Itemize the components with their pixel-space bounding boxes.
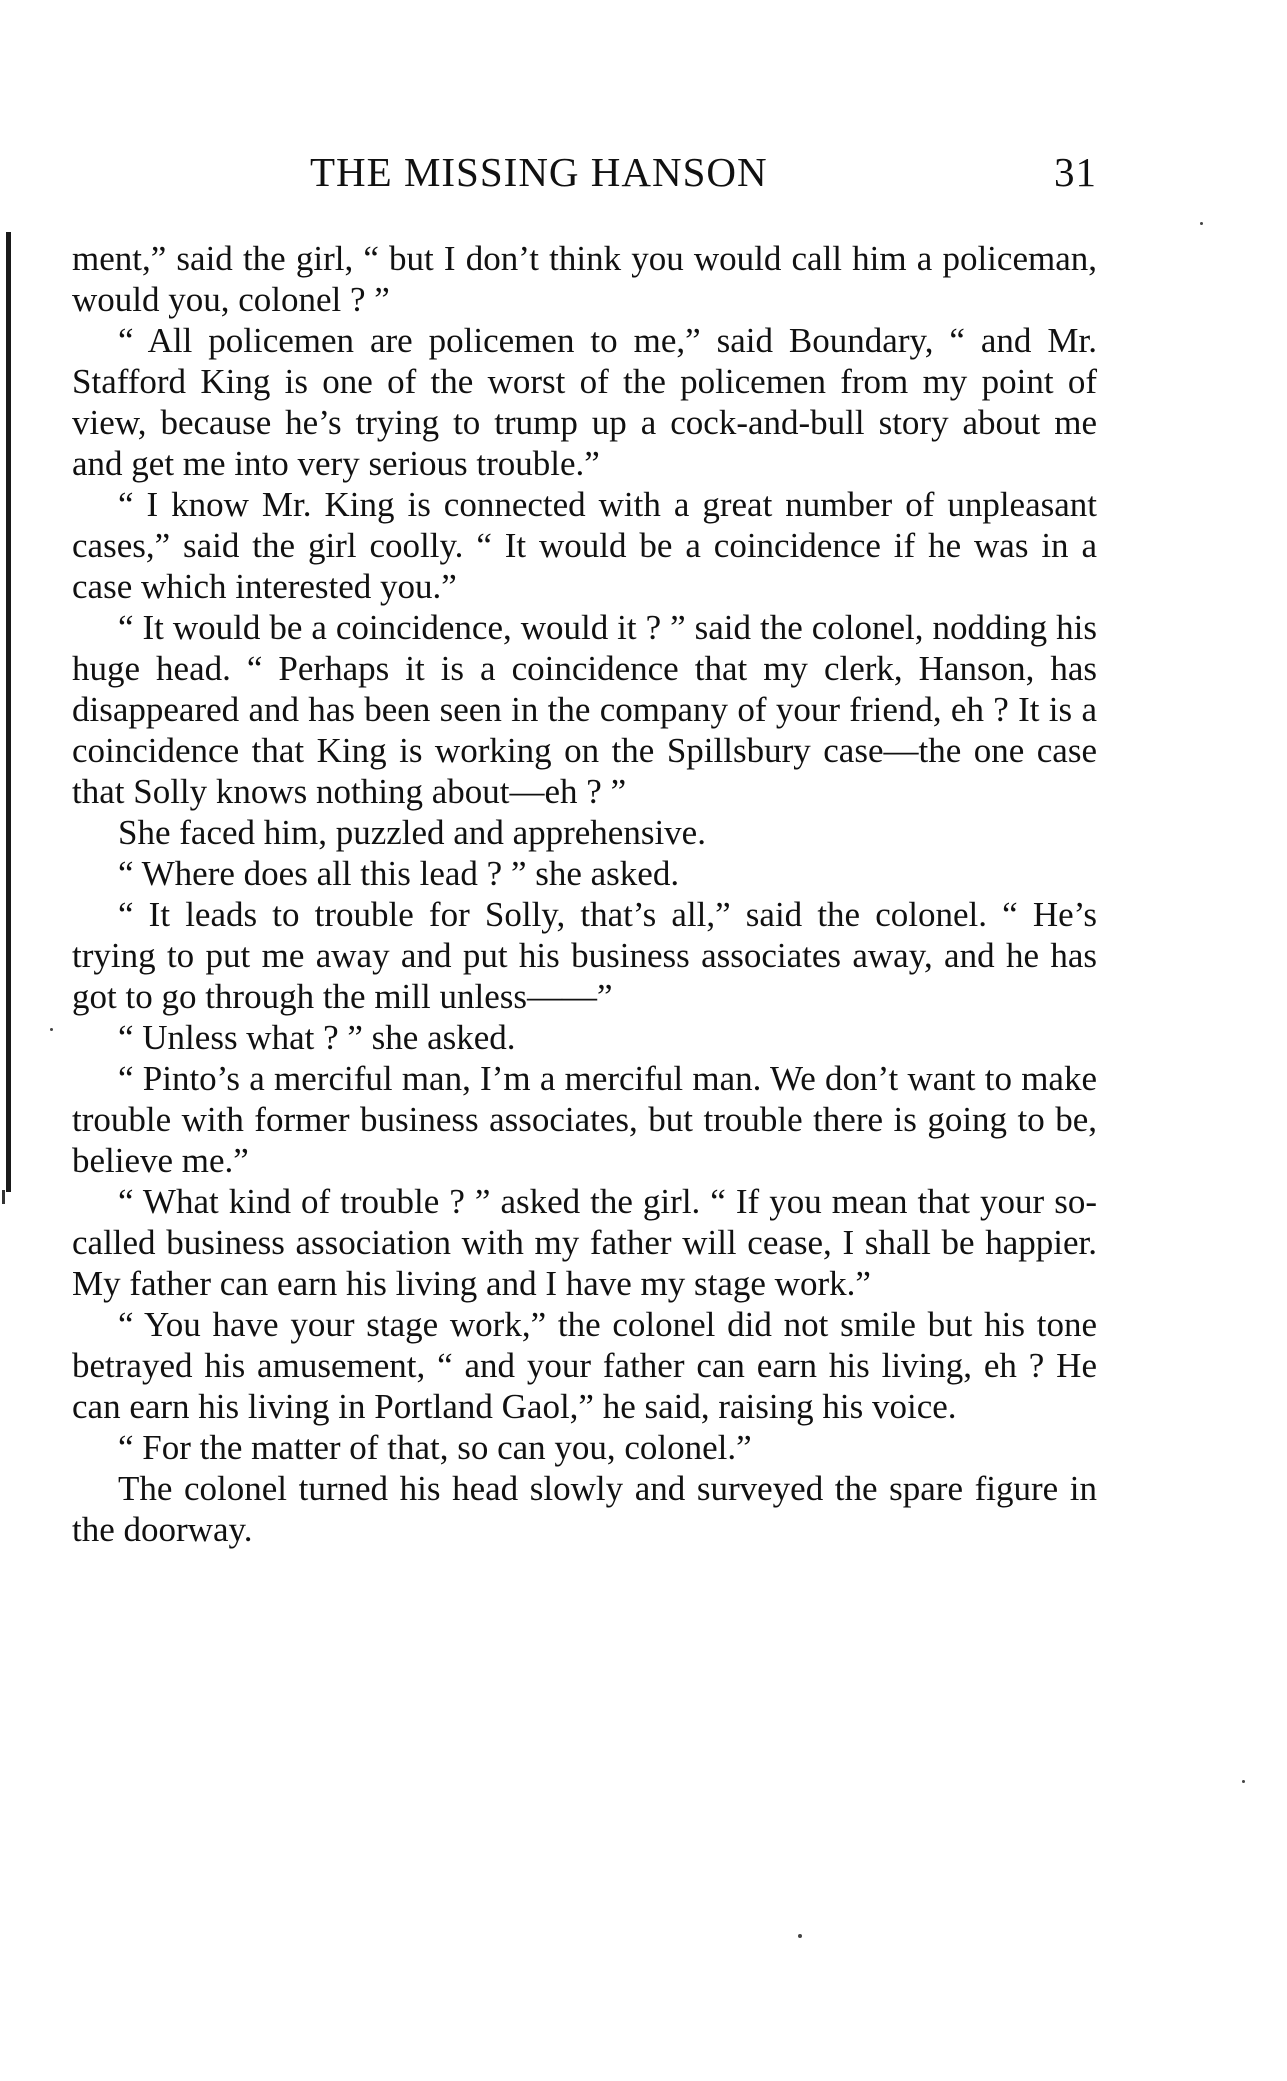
paragraph-1: ment,” said the girl, “ but I don’t think you would call him a policeman, would you, colonel ? ” <box>72 239 1097 319</box>
scan-speck <box>798 1934 802 1938</box>
paragraph-6: “ Where does all this lead ? ” she asked. <box>118 854 680 893</box>
paragraph-13: The colonel turned his head slowly and surveyed the spare figure in the doorway. <box>72 1469 1097 1549</box>
scan-margin-tick <box>2 1190 5 1204</box>
paragraph-12: “ For the matter of that, so can you, colonel.” <box>118 1428 752 1467</box>
paragraph-10: “ What kind of trouble ? ” asked the girl. “ If you mean that your so-called business association with my father will cease, I shall be happier. My father can earn his living and I have my stage work.” <box>72 1182 1097 1303</box>
scan-speck <box>1200 222 1203 225</box>
body-text <box>72 238 1097 1550</box>
paragraph-4: “ It would be a coincidence, would it ? ” said the colonel, nodding his huge head. “ Perhaps it is a coincidence that my clerk, Hanson, has disappeared and has been seen in the company of your friend, eh ? It is a coincidence that King is working on the Spillsbury case—the one case that Solly knows nothing about—eh ? ” <box>72 608 1097 811</box>
paragraph-2: “ All policemen are policemen to me,” said Boundary, “ and Mr. Stafford King is one of the worst of the policemen from my point of view, because he’s trying to trump up a cock-and-bull story about me and get me into very serious trouble.” <box>72 321 1097 483</box>
paragraph-5: She faced him, puzzled and apprehensive. <box>118 813 706 852</box>
scan-margin-bar <box>6 232 11 1192</box>
running-title: THE MISSING HANSON <box>310 149 768 195</box>
page-number: 31 <box>1054 149 1097 195</box>
paragraph-3: “ I know Mr. King is connected with a great number of unpleasant cases,” said the girl coolly. “ It would be a coincidence if he was in a case which interested you.” <box>72 485 1097 606</box>
paragraph-7: “ It leads to trouble for Solly, that’s all,” said the colonel. “ He’s trying to put me away and put his business associates away, and he has got to go through the mill unless——” <box>72 895 1097 1016</box>
running-head <box>72 148 1097 200</box>
scan-speck <box>1242 1780 1245 1783</box>
paragraph-11: “ You have your stage work,” the colonel did not smile but his tone betrayed his amusement, “ and your father can earn his living, eh ? He can earn his living in Portland Gaol,” he said, raising his voice. <box>72 1305 1097 1426</box>
scan-speck <box>50 1028 53 1031</box>
paragraph-8: “ Unless what ? ” she asked. <box>118 1018 516 1057</box>
paragraph-9: “ Pinto’s a merciful man, I’m a merciful man. We don’t want to make trouble with former business associates, but trouble there is going to be, believe me.” <box>72 1059 1097 1180</box>
